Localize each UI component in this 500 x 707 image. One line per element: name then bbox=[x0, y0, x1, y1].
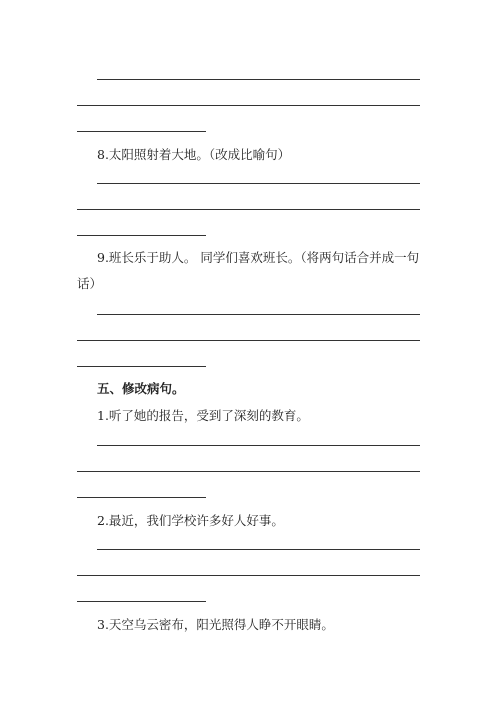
answer-line bbox=[77, 235, 206, 236]
answer-line bbox=[97, 183, 420, 184]
answer-line bbox=[77, 105, 420, 106]
question-9-line-1: 9.班长乐于助人。 同学们喜欢班长。（将两句话合并成一句 bbox=[97, 250, 420, 265]
question-5-2: 2.最近，我们学校许多好人好事。 bbox=[97, 513, 284, 528]
question-9-line-2: 话） bbox=[77, 276, 103, 291]
answer-line bbox=[97, 79, 420, 80]
answer-line bbox=[77, 497, 206, 498]
answer-line bbox=[77, 209, 420, 210]
answer-line bbox=[97, 314, 420, 315]
answer-line bbox=[77, 575, 420, 576]
question-8: 8.太阳照射着大地。（改成比喻句） bbox=[97, 147, 291, 162]
answer-line bbox=[77, 471, 420, 472]
answer-line bbox=[77, 340, 420, 341]
answer-line bbox=[77, 131, 206, 132]
answer-line bbox=[77, 366, 206, 367]
answer-line bbox=[77, 601, 206, 602]
question-5-1: 1.听了她的报告，受到了深刻的教育。 bbox=[97, 408, 309, 423]
section-heading: 五、修改病句。 bbox=[97, 381, 185, 396]
answer-line bbox=[97, 549, 420, 550]
question-5-3: 3.天空乌云密布，阳光照得人睁不开眼睛。 bbox=[97, 617, 334, 632]
answer-line bbox=[97, 445, 420, 446]
